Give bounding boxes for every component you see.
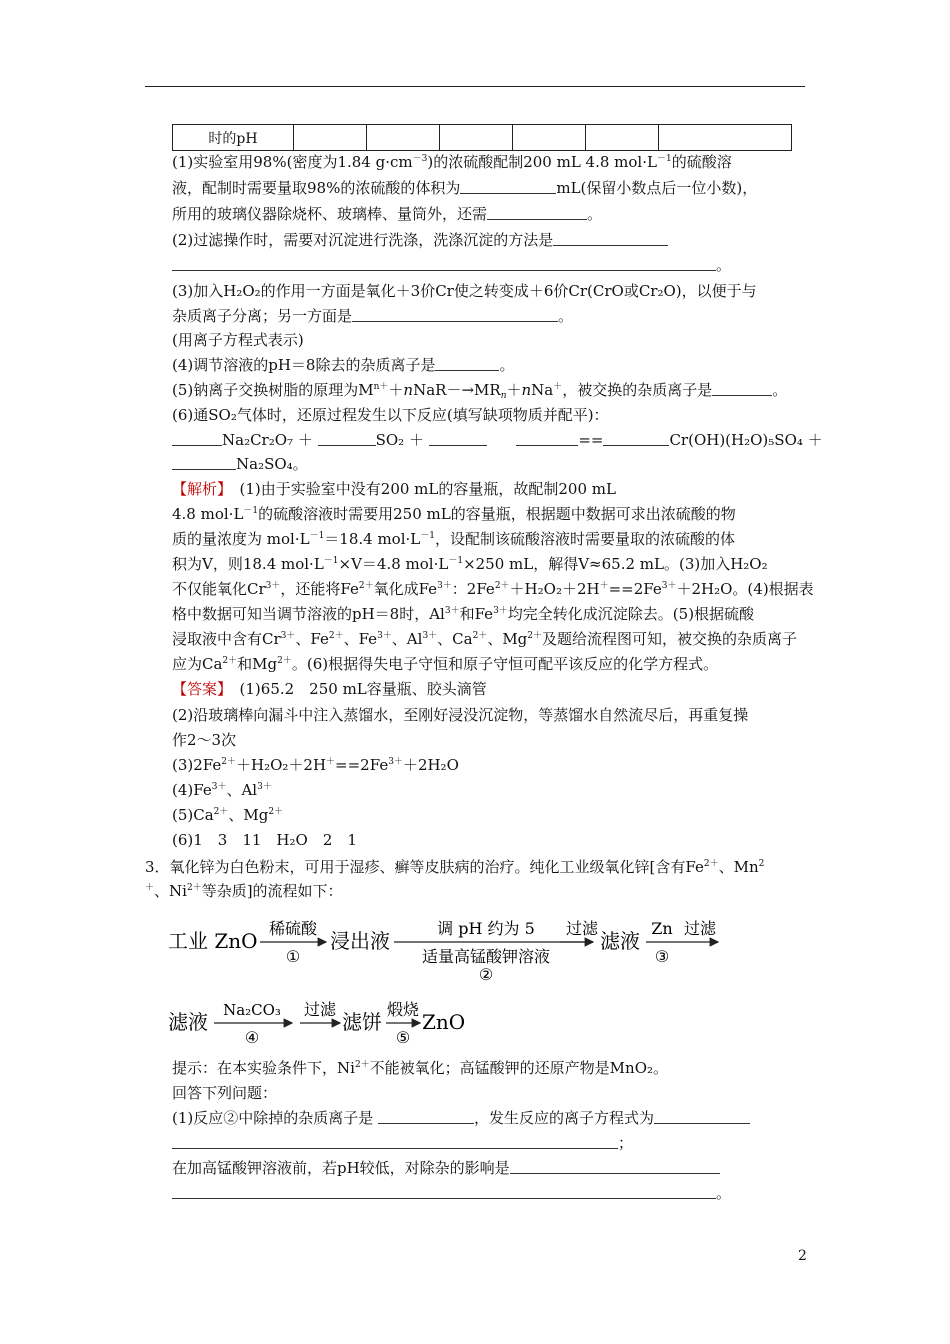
flow-label: Zn bbox=[651, 919, 673, 938]
answer-line3: 作2～3次 bbox=[172, 731, 237, 749]
table-row bbox=[173, 125, 792, 151]
q2-part1-line2: 液，配制时需要量取98%的浓硫酸的体积为 mL(保留小数点后一位小数)， bbox=[172, 179, 758, 197]
q3-hint: 提示：在本实验条件下，$Ni^{2+}$不能被氧化；高锰酸钾的还原产物是MnO₂。 bbox=[172, 1059, 669, 1077]
flow-label: 稀硫酸 bbox=[268, 919, 318, 938]
flow-step-number: ④ bbox=[244, 1028, 260, 1047]
table-cell: 时的pH bbox=[173, 125, 294, 151]
q3-part1-line1: (1)反应②中除掉的杂质离子是 ，发生反应的离子方程式为 bbox=[172, 1106, 750, 1130]
answer-tag: 【答案】 bbox=[172, 680, 225, 698]
flow-node: 滤饼 bbox=[342, 1010, 382, 1034]
analysis-tag: 【解析】 bbox=[172, 480, 225, 498]
q3-stem-line2: ＋、$Ni^{2+}$等杂质]的流程如下： bbox=[145, 882, 343, 900]
table-cell bbox=[586, 125, 659, 151]
answer-blank[interactable] bbox=[172, 256, 716, 271]
flow-node: 滤液 bbox=[600, 929, 640, 953]
q2-part1-line3: 所用的玻璃仪器除烧杯、玻璃棒、量筒外，还需 。 bbox=[172, 205, 603, 223]
answer-blank[interactable] bbox=[603, 431, 669, 446]
flow-label: Na₂CO₃ bbox=[223, 1001, 281, 1019]
answer-line1: 【答案】 (1)65.2 250 mL容量瓶、胶头滴管 bbox=[172, 680, 487, 698]
answer-blank[interactable] bbox=[378, 1109, 474, 1124]
table-cell bbox=[440, 125, 513, 151]
analysis-line5: 不仅能氧化$Cr^{3+}$，还能将$Fe^{2+}$氧化成$Fe^{3+}$：$2Fe^{2+}+H_2O_2+2H^+==2Fe^{3+}+2H_2O$。(4)根据表 bbox=[172, 580, 814, 598]
flow-start: 工业 ZnO bbox=[168, 929, 258, 953]
q3-part1-line2: ； bbox=[172, 1131, 633, 1155]
answer-blank[interactable] bbox=[172, 1184, 716, 1199]
q2-equation-line2: Na₂SO₄。 bbox=[172, 452, 308, 476]
flow-step-number: ② bbox=[478, 965, 494, 982]
q3-part1-line3: 在加高锰酸钾溶液前，若pH较低，对除杂的影响是 bbox=[172, 1156, 720, 1180]
q3-part1-line4: 。 bbox=[172, 1181, 731, 1205]
analysis-line4: 积为V，则18.4 $mol\cdot L^{-1}\times V=4.8$ $mol\cdot L^{-1}\times 250$ mL，解得V≈65.2 mL。(3)加入H₂O₂ bbox=[172, 555, 768, 573]
header-rule bbox=[145, 86, 805, 87]
q3-stem-line1: 3．氧化锌为白色粉末，可用于湿疹、癣等皮肤病的治疗。纯化工业级氧化锌[含有$Fe^{2+}$、Mn$^2$ bbox=[145, 858, 765, 876]
flow-step-number: ③ bbox=[654, 947, 670, 966]
q2-part3-line1: (3)加入H₂O₂的作用一方面是氧化＋3价Cr使之转变成＋6价Cr(CrO或Cr₂O)，以便于与 bbox=[172, 282, 757, 300]
flow-chart-2 bbox=[168, 995, 768, 1055]
table-cell bbox=[659, 125, 792, 151]
q3-ask: 回答下列问题： bbox=[172, 1084, 278, 1102]
flow-step-number: ① bbox=[285, 947, 301, 966]
q2-equation-line1: Na₂Cr₂O₇ ＋ SO₂ ＋ == Cr(OH)(H₂O)₅SO₄ ＋ bbox=[172, 428, 823, 452]
analysis-line2: 4.8 $mol\cdot L^{-1}$的硫酸溶液时需要用250 mL的容量瓶，根据题中数据可求出浓硫酸的物 bbox=[172, 505, 736, 523]
q2-part6: (6)通SO₂气体时，还原过程发生以下反应(填写缺项物质并配平)： bbox=[172, 406, 609, 424]
answer-blank[interactable] bbox=[487, 205, 587, 220]
flow-label: 过滤 bbox=[565, 919, 599, 938]
answer-blank[interactable] bbox=[318, 431, 376, 446]
flow-chart-1 bbox=[168, 912, 768, 982]
q2-part3-line3: (用离子方程式表示) bbox=[172, 331, 304, 349]
analysis-line1: 【解析】 (1)由于实验室中没有200 mL的容量瓶，故配制200 mL bbox=[172, 480, 616, 498]
table-cell bbox=[294, 125, 367, 151]
answer-blank[interactable] bbox=[510, 1159, 720, 1174]
answer-blank[interactable] bbox=[553, 231, 668, 246]
flow-label: 煅烧 bbox=[386, 1000, 420, 1019]
flow-end: ZnO bbox=[422, 1010, 466, 1034]
page-number: 2 bbox=[798, 1248, 807, 1264]
q2-part1-line1: (1)实验室用98%(密度为1.84 $g\cdot cm^{-3}$)的浓硫酸配制200 mL 4.8 $mol\cdot L^{-1}$的硫酸溶 bbox=[172, 153, 732, 171]
analysis-line7: 浸取液中含有$Cr^{3+}$、$Fe^{2+}$、$Fe^{3+}$、$Al^{3+}$、$Ca^{2+}$、$Mg^{2+}$及题给流程图可知，被交换的杂质离子 bbox=[172, 630, 798, 648]
answer-line5: $(4)Fe^{3+}$、$Al^{3+}$ bbox=[172, 781, 272, 799]
answer-blank[interactable] bbox=[516, 431, 578, 446]
q2-part4: (4)调节溶液的pH＝8除去的杂质离子是 。 bbox=[172, 356, 515, 374]
answer-line4: $(3)2Fe^{2+}+H_2O_2+2H^+==2Fe^{3+}+2H_2O$ bbox=[172, 756, 459, 774]
answer-line7: (6)1 3 11 H₂O 2 1 bbox=[172, 831, 357, 849]
flow-node: 浸出液 bbox=[330, 929, 390, 953]
q2-part2-line2: 。 bbox=[172, 253, 731, 277]
analysis-line8: 应为$Ca^{2+}$和$Mg^{2+}$。(6)根据得失电子守恒和原子守恒可配平该反应的化学方程式。 bbox=[172, 655, 719, 673]
table-cell bbox=[367, 125, 440, 151]
answer-blank[interactable] bbox=[172, 431, 222, 446]
answer-line6: $(5)Ca^{2+}$、$Mg^{2+}$ bbox=[172, 806, 284, 824]
data-table-fragment bbox=[172, 124, 792, 151]
answer-blank[interactable] bbox=[460, 179, 556, 194]
answer-blank[interactable] bbox=[352, 307, 558, 322]
answer-line2: (2)沿玻璃棒向漏斗中注入蒸馏水，至刚好浸没沉淀物，等蒸馏水自然流尽后，再重复操 bbox=[172, 706, 749, 724]
analysis-line6: 格中数据可知当调节溶液的pH＝8时，$Al^{3+}$和$Fe^{3+}$均完全转化成沉淀除去。(5)根据硫酸 bbox=[172, 605, 755, 623]
flow-label: 过滤 bbox=[683, 919, 717, 938]
q2-part3-line2: 杂质离子分离；另一方面是 。 bbox=[172, 307, 574, 325]
flow-label: 适量高锰酸钾溶液 bbox=[421, 947, 551, 966]
table-cell bbox=[513, 125, 586, 151]
q2-part2-line1: (2)过滤操作时，需要对沉淀进行洗涤，洗涤沉淀的方法是 bbox=[172, 228, 668, 252]
flow-step-number: ⑤ bbox=[395, 1028, 411, 1047]
answer-blank[interactable] bbox=[435, 356, 499, 371]
answer-blank[interactable] bbox=[172, 455, 236, 470]
flow-label: 调 pH 约为 5 bbox=[437, 919, 535, 938]
answer-blank[interactable] bbox=[712, 381, 772, 396]
flow-label: 过滤 bbox=[303, 1000, 337, 1019]
answer-blank[interactable] bbox=[654, 1109, 750, 1124]
analysis-line3: 质的量浓度为 $mol\cdot L^{-1}=18.4$ $mol\cdot L^{-1}$，设配制该硫酸溶液时需要量取的浓硫酸的体 bbox=[172, 530, 735, 548]
q2-part5: (5)钠离子交换树脂的原理为$M^{n+}+nNaR-\to MR_n+nNa^+$，被交换的杂质离子是 。 bbox=[172, 381, 788, 401]
answer-blank[interactable] bbox=[429, 431, 487, 446]
answer-blank[interactable] bbox=[172, 1134, 618, 1149]
flow-start: 滤液 bbox=[168, 1010, 208, 1034]
